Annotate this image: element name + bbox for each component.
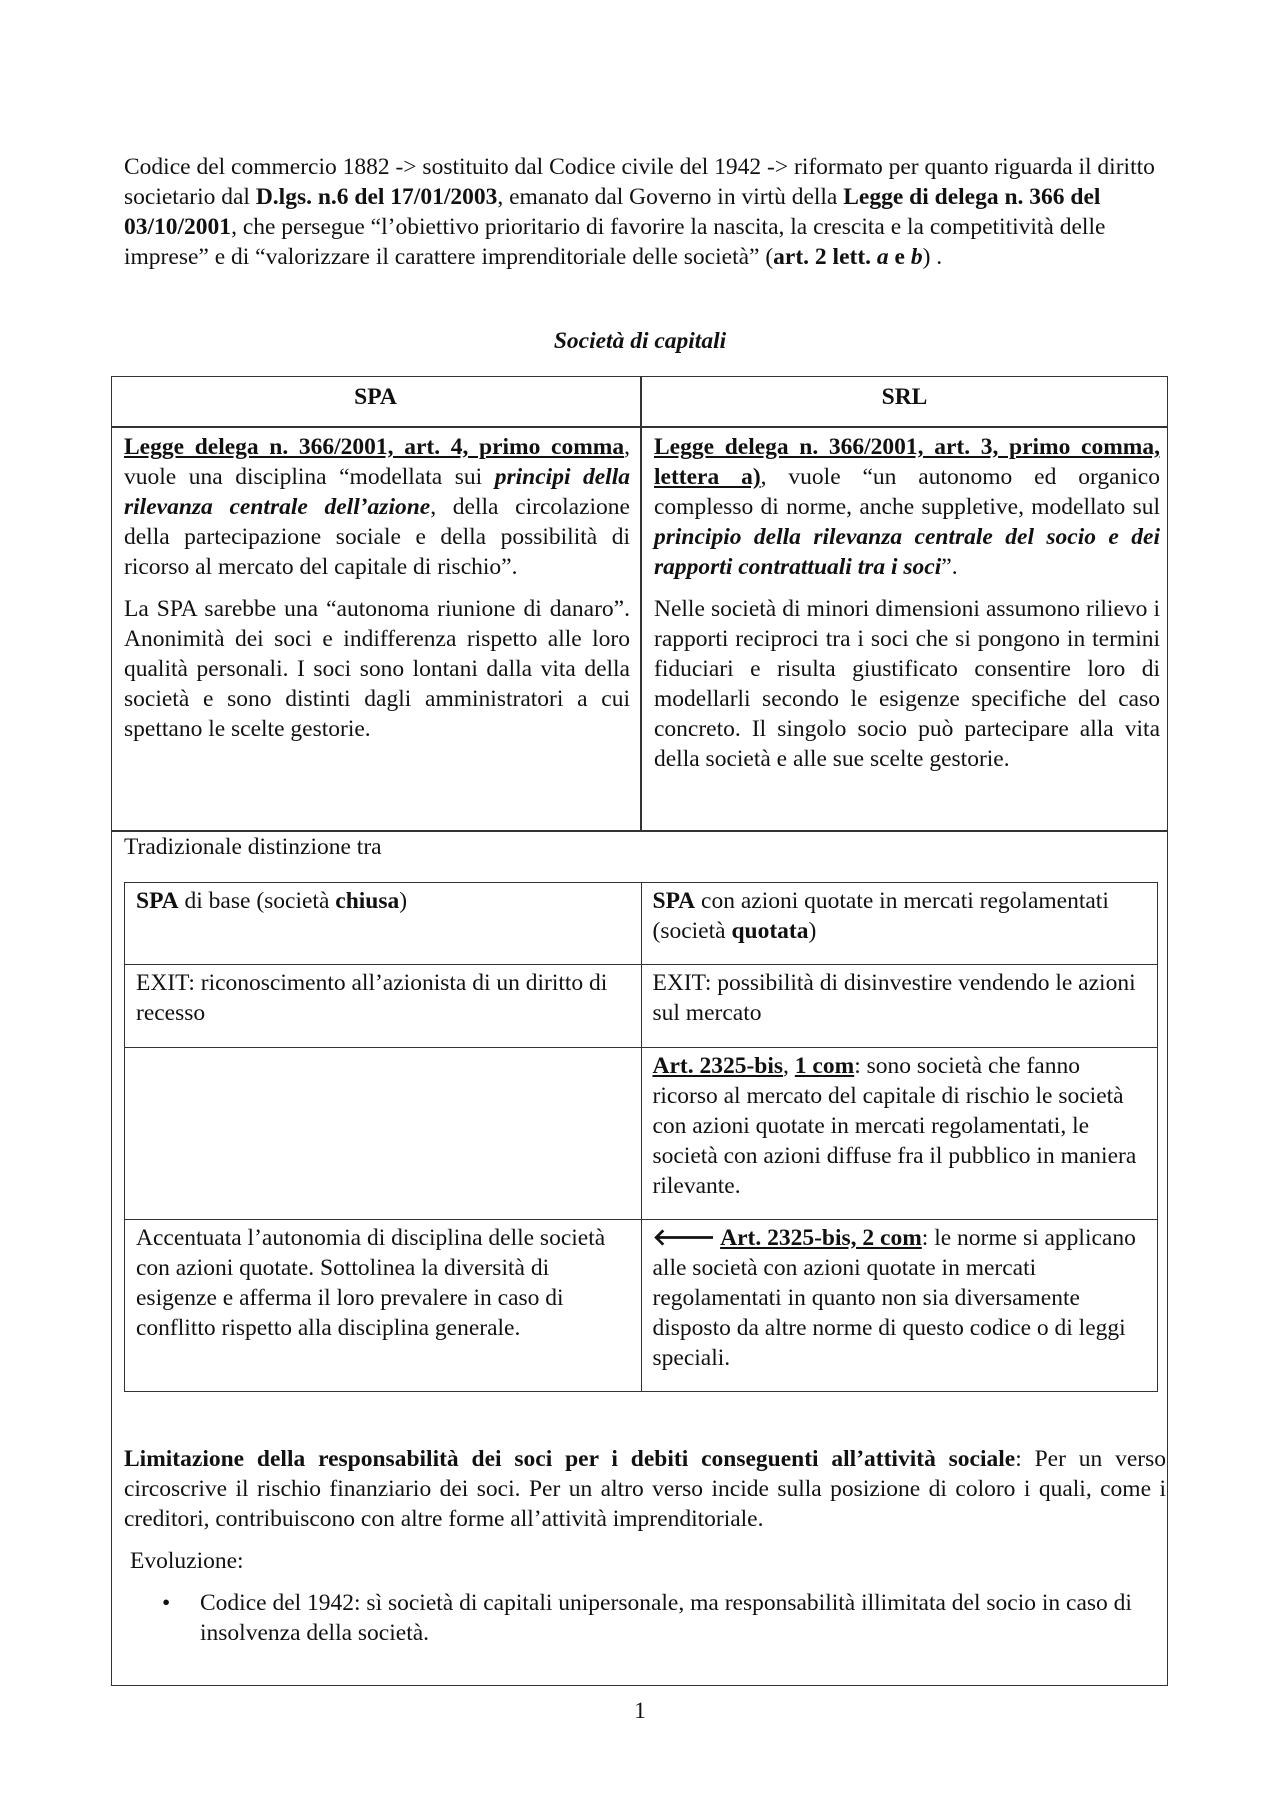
evoluzione-label: Evoluzione: [130, 1548, 244, 1574]
intro-text: , che persegue “l’obiettivo prioritario di favorire la nascita, la crescita e la competitività delle imprese” e di “valorizzare il carattere imprenditoriale delle società” ( [124, 214, 1106, 270]
list-item: • Codice del 1942: sì società di capitali unipersonale, ma responsabilità illimitata del socio in caso di insolvenza della società. [162, 1590, 1132, 1646]
dlgs-reference: D.lgs. n.6 del 17/01/2003 [255, 184, 498, 210]
intro-text: Codice del commercio 1882 -> sostituito dal Codice civile del 1942 -> riformato per quanto riguarda il diritto societario dal [124, 154, 1155, 210]
spa-distinction-table [124, 882, 1158, 1392]
srl-legge-reference: Legge delega n. 366/2001, art. 3, primo comma, lettera a) [654, 434, 1160, 490]
table-cell: Art. 2325-bis, 1 com: sono società che fanno ricorso al mercato del capitale di rischio le società con azioni quotate in mercati regolamentati, le società con azioni diffuse fra il pubblico in maniera rilevante. [641, 1048, 1158, 1220]
table-cell: SPA con azioni quotate in mercati regolamentati (società quotata) [641, 883, 1158, 965]
spa-paragraph-1: Legge delega n. 366/2001, art. 4, primo comma, vuole una disciplina “modellata sui principi della rilevanza centrale dell’azione, della circolazione della partecipazione sociale e della possibilità di ricorso al mercato del capitale di rischio”. [124, 434, 630, 580]
spa-paragraph-2: La SPA sarebbe una “autonoma riunione di danaro”. Anonimità dei soci e indifferenza rispetto alle loro qualità personali. I soci sono lontani dalla vita della società e sono distinti dagli amministratori a cui spettano le scelte gestorie. [124, 596, 630, 742]
srl-paragraph-2: Nelle società di minori dimensioni assumono rilievo i rapporti reciproci tra i soci che si pongono in termini fiduciari e risulta giustificato consentire loro di modellarli secondo le esigenze specifiche del caso concreto. Il singolo socio può partecipare alla vita della società e alle sue scelte gestorie. [654, 596, 1160, 772]
page-number: 1 [634, 1698, 646, 1724]
table-cell-empty [125, 1048, 642, 1220]
evoluzione-list [124, 1588, 1166, 1648]
table-cell: EXIT: riconoscimento all’azionista di un diritto di recesso [125, 965, 642, 1048]
legge-delega-reference: Legge di delega n. 366 del 03/10/2001 [124, 184, 1101, 240]
spa-principle: principi della rilevanza centrale dell’azione [124, 464, 630, 520]
spa-cell [124, 432, 630, 756]
table-cell: SPA di base (società chiusa) [125, 883, 642, 965]
letter-b: b [910, 244, 923, 270]
left-arrow-icon: 🡐 [652, 1225, 721, 1251]
column-header-spa: SPA [354, 384, 397, 410]
intro-text: , emanato dal Governo in virtù della [497, 184, 844, 210]
column-header-srl: SRL [881, 384, 928, 410]
bullet-icon: • [162, 1590, 171, 1616]
header-divider [111, 426, 1168, 428]
table-row [125, 1048, 1158, 1220]
limitazione-paragraph: Limitazione della responsabilità dei soci per i debiti conseguenti all’attività sociale: Per un verso circoscrive il rischio finanziario dei soci. Per un altro verso incide sulla posizione di coloro i quali, come i creditori, contribuiscono con altre forme all’attività imprenditoriale. [124, 1446, 1167, 1532]
limitazione-section [124, 1444, 1166, 1648]
table-row [125, 883, 1158, 965]
section-heading: Società di capitali [553, 328, 727, 354]
table-row [125, 1220, 1158, 1392]
letter-a: a [876, 244, 889, 270]
intro-paragraph: Codice del commercio 1882 -> sostituito dal Codice civile del 1942 -> riformato per quanto riguarda il diritto societario dal D.lgs. n.6 del 17/01/2003, emanato dal Governo in virtù della Legge di delega n. 366 del 03/10/2001, che persegue “l’obiettivo prioritario di favorire la nascita, la crescita e la competitività delle imprese” e di “valorizzare il carattere imprenditoriale delle società” (art. 2 lett. a e b) . [124, 154, 1155, 270]
srl-paragraph-1: Legge delega n. 366/2001, art. 3, primo comma, lettera a), vuole “un autonomo ed organico complesso di norme, anche suppletive, modellato sul principio della rilevanza centrale del socio e dei rapporti contrattuali tra i soci”. [654, 434, 1160, 580]
distinction-label: Tradizionale distinzione tra [124, 834, 382, 860]
spa-legge-reference: Legge delega n. 366/2001, art. 4, primo comma [124, 434, 625, 460]
table-cell: EXIT: possibilità di disinvestire vendendo le azioni sul mercato [641, 965, 1158, 1048]
art-reference: art. 2 lett. [773, 244, 872, 270]
art-2325-bis-2-reference: Art. 2325-bis, 2 com [720, 1225, 922, 1251]
table-cell: 🡐 Art. 2325-bis, 2 com: le norme si applicano alle società con azioni quotate in mercati regolamentati in quanto non sia diversamente disposto da altre norme di questo codice o di leggi speciali. [641, 1220, 1158, 1392]
art-2325-bis-reference: Art. 2325-bis [652, 1053, 784, 1079]
srl-principle: principio della rilevanza centrale del socio e dei rapporti contrattuali tra i soci [654, 524, 1160, 580]
srl-cell [654, 432, 1160, 786]
column-divider [640, 376, 642, 831]
table-row [125, 965, 1158, 1048]
table-cell: Accentuata l’autonomia di disciplina delle società con azioni quotate. Sottolinea la diversità di esigenze e afferma il loro prevalere in caso di conflitto rispetto alla disciplina generale. [125, 1220, 642, 1392]
